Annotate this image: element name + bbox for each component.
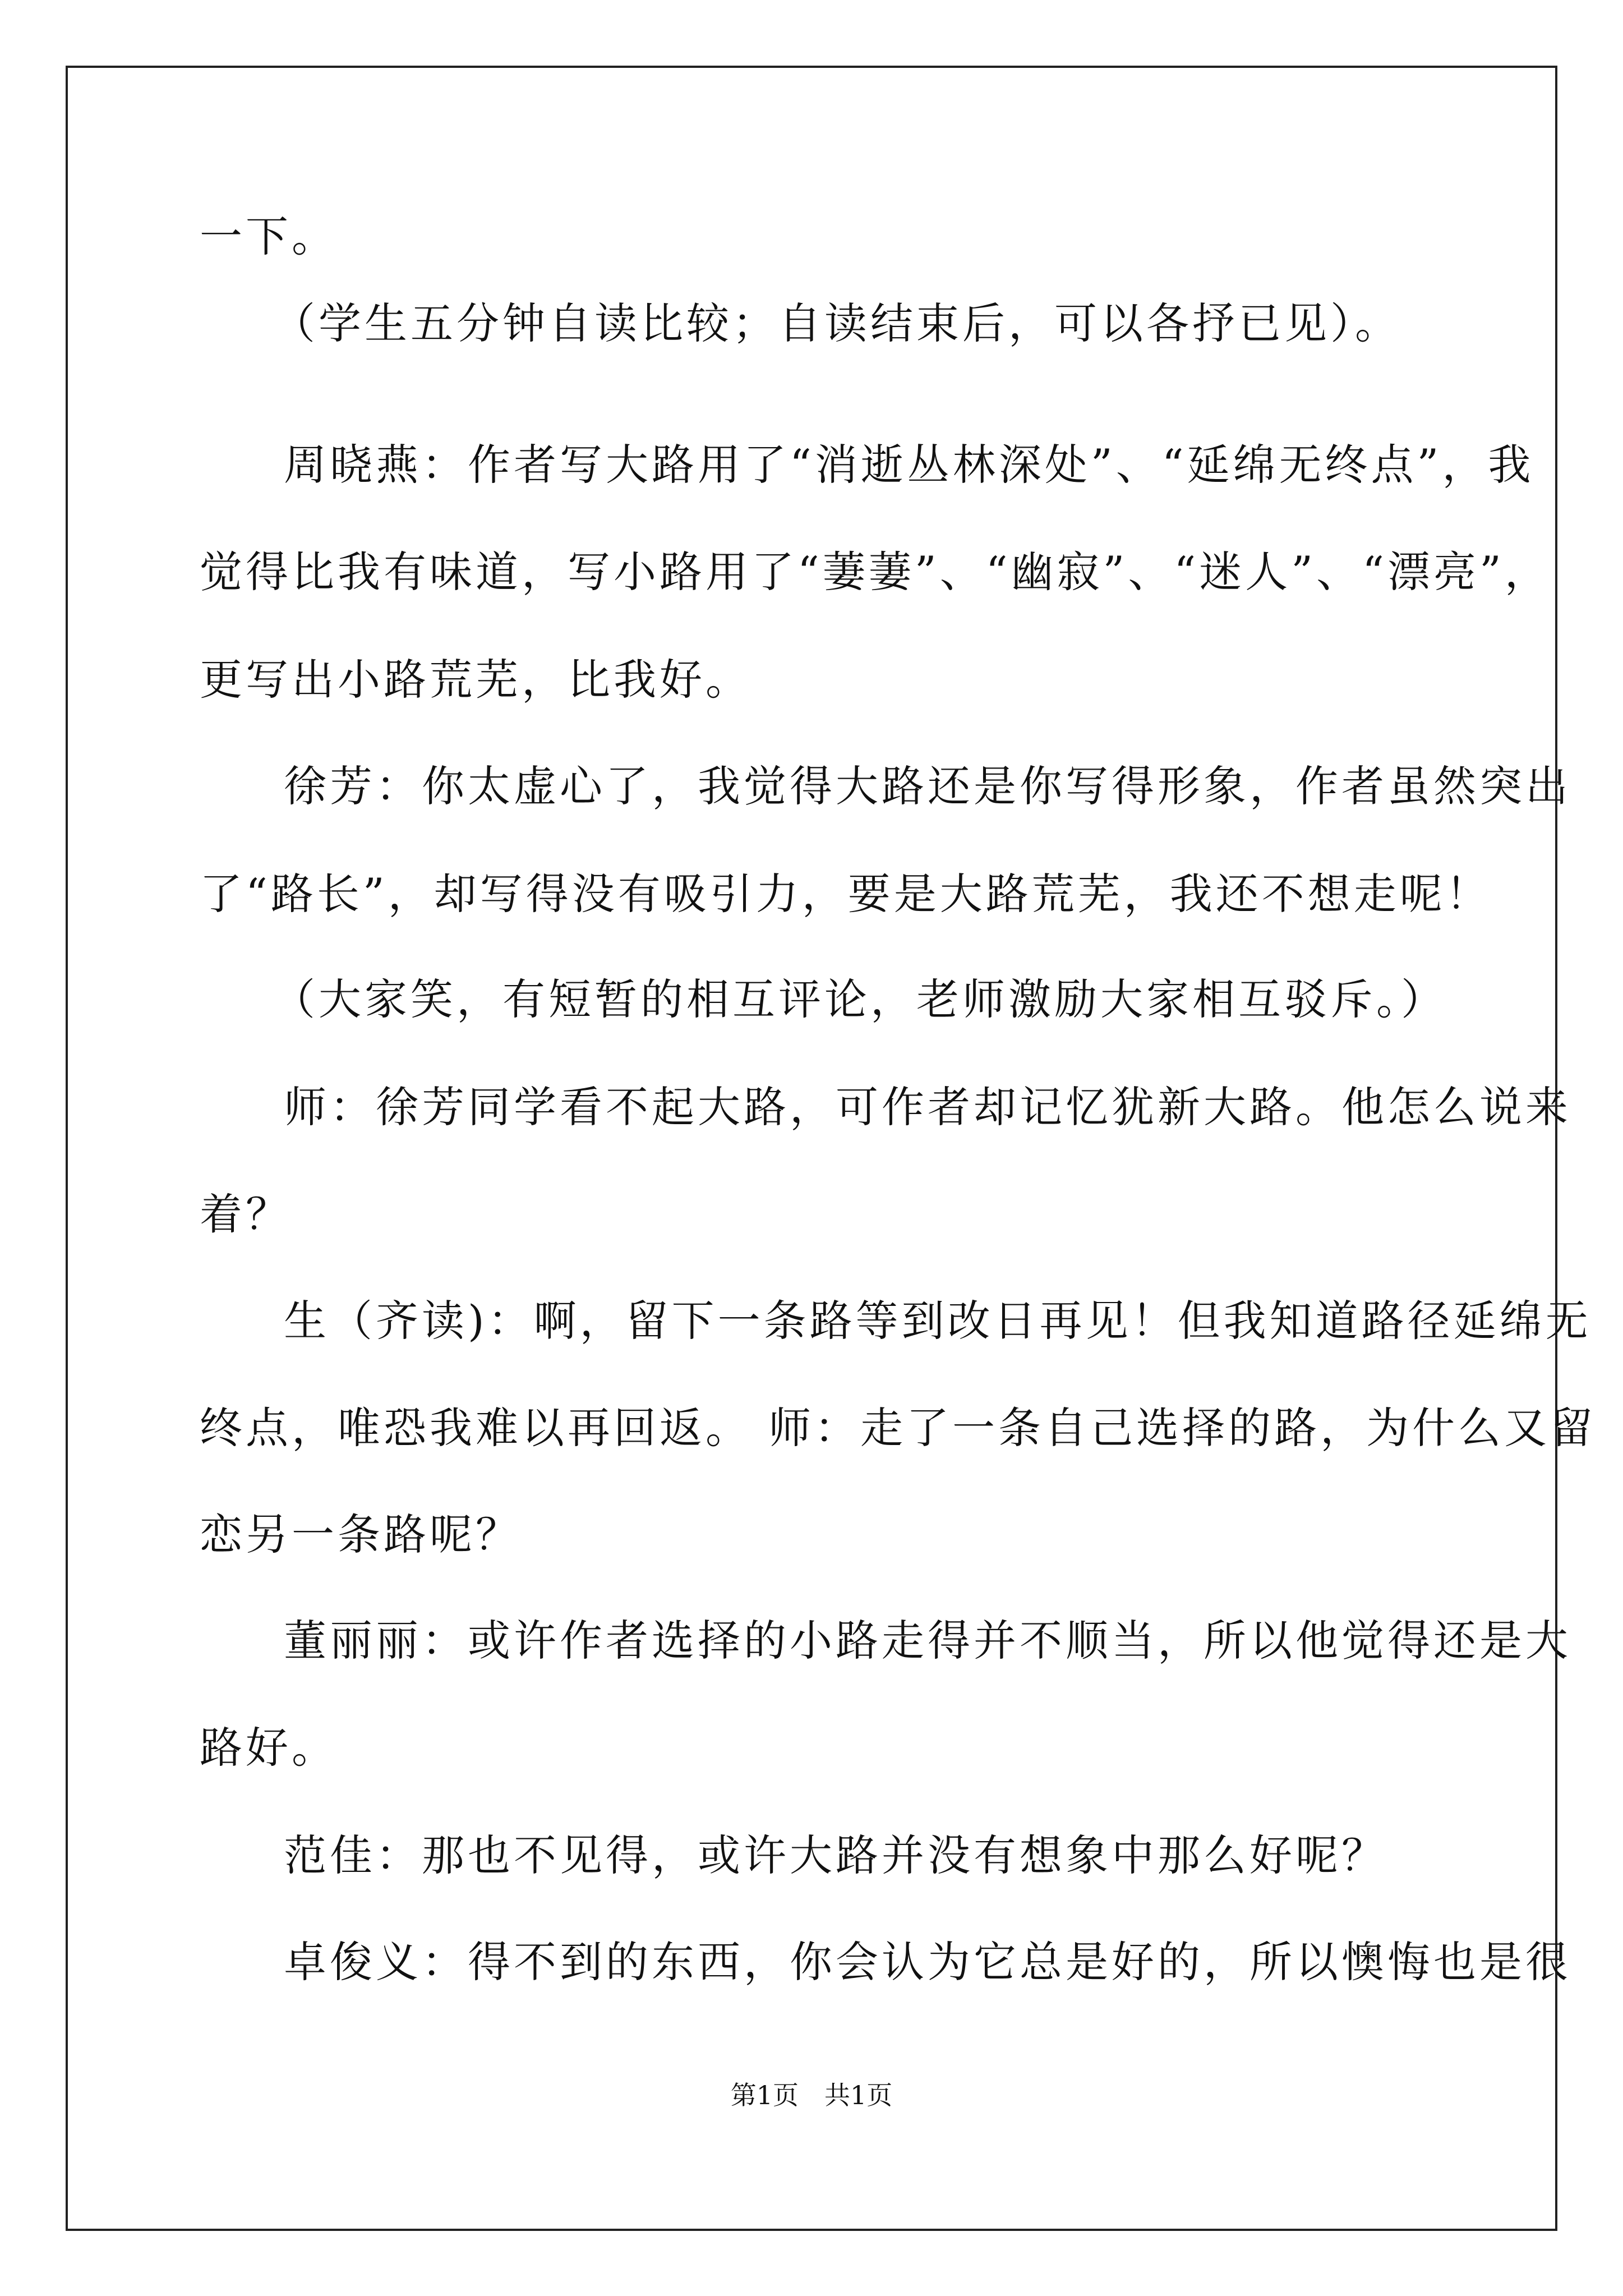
text-line: 更写出小路荒芜，比我好。 [200,655,751,705]
text-line: 师：徐芳同学看不起大路，可作者却记忆犹新大路。他怎么说来 [284,1082,1571,1132]
text-line: 董丽丽：或许作者选择的小路走得并不顺当，所以他觉得还是大 [284,1616,1571,1665]
text-line: 觉得比我有味道，写小路用了“萋萋”、“幽寂”、“迷人”、“漂亮”， [200,547,1551,597]
text-line: （大家笑，有短暂的相互评论，老师激励大家相互驳斥。） [273,974,1447,1024]
text-line: 卓俊义：得不到的东西，你会认为它总是好的，所以懊悔也是很 [284,1937,1571,1987]
page-footer: 第1页 共1页 [730,2080,893,2110]
text-line: 一下。 [200,211,338,261]
text-line: 着？ [200,1189,292,1239]
text-line: 生（齐读)：啊，留下一条路等到改日再见！但我知道路径延绵无 [284,1296,1592,1346]
text-line: 终点，唯恐我难以再回返。 师：走了一条自己选择的路，为什么又留 [200,1403,1597,1453]
text-line: 路好。 [200,1723,338,1773]
text-line: 了“路长”，却写得没有吸引力，要是大路荒芜，我还不想走呢！ [200,869,1492,919]
text-line: 徐芳：你太虚心了，我觉得大路还是你写得形象，作者虽然突出 [284,761,1571,811]
text-line: 范佳：那也不见得，或许大路并没有想象中那么好呢？ [284,1830,1387,1880]
text-line: （学生五分钟自读比较；自读结束后，可以各抒已见）。 [273,298,1401,348]
text-line: 周晓燕：作者写大路用了“消逝丛林深处”、“延绵无终点”，我 [284,440,1534,490]
text-line: 恋另一条路呢？ [200,1510,522,1559]
